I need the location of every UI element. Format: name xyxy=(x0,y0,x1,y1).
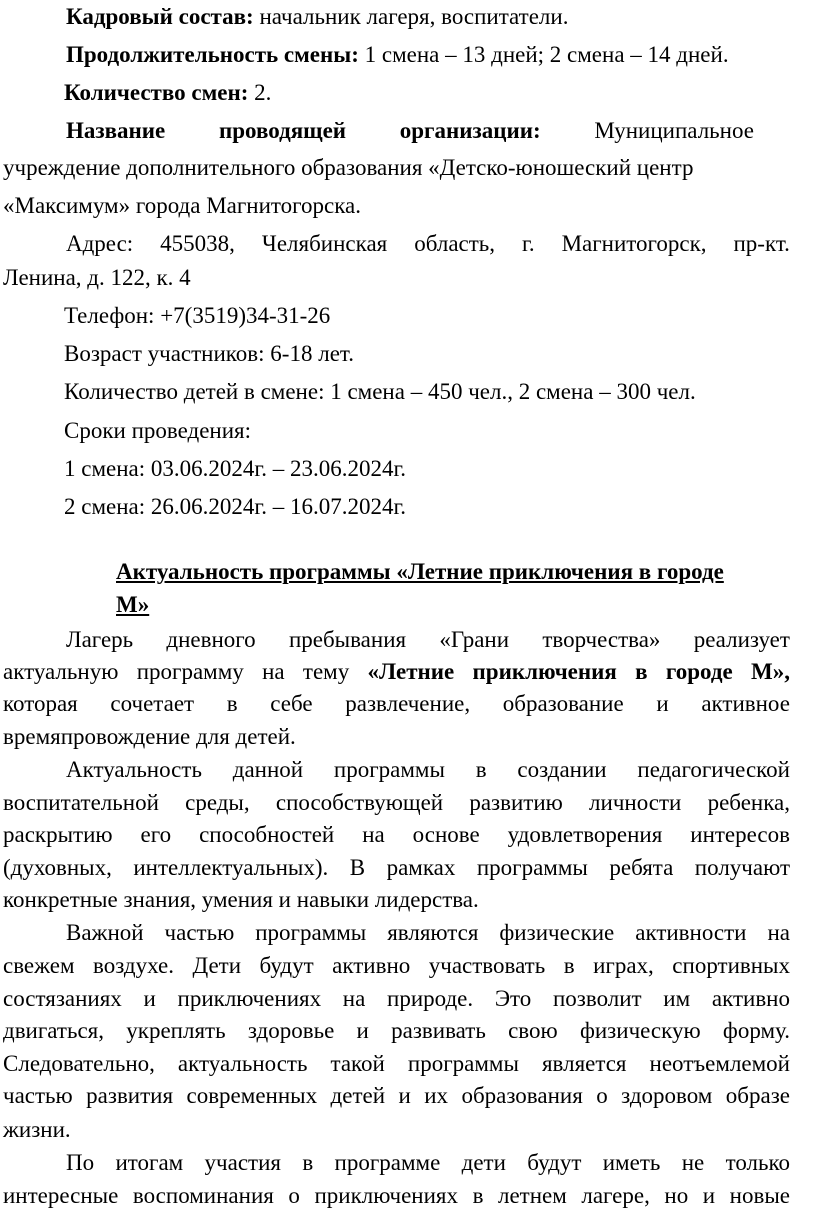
p3-line-2: свежем воздухе. Дети будут активно участвовать в играх, спортивных xyxy=(3,953,790,978)
org-label-2: проводящей xyxy=(219,118,347,143)
p1-word: себе xyxy=(270,691,313,716)
dates-label: Сроки проведения: xyxy=(64,418,252,443)
p1-word: сочетает xyxy=(110,691,195,716)
p3-line-1: Важной частью программы являются физические активности на xyxy=(66,920,790,945)
duration-value: 1 смена – 13 дней; 2 смена – 14 дней. xyxy=(358,42,729,67)
p3-line-3: состязаниях и приключениях на природе. Это позволит им активно xyxy=(3,986,790,1011)
p1-line-2 xyxy=(3,659,790,685)
p4-line-1: По итогам участия в программе дети будут иметь не только xyxy=(66,1150,790,1175)
shift-2-dates: 2 смена: 26.06.2024г. – 16.07.2024г. xyxy=(64,494,407,519)
p1-word: развлечение, xyxy=(345,691,471,716)
org-line-2: учреждение дополнительного образования «Детско-юношеский центр xyxy=(3,155,694,180)
duration-line xyxy=(66,42,729,68)
section-title-line-1: Актуальность программы «Летние приключения в городе xyxy=(116,559,724,584)
count-label: Количество смен: xyxy=(64,80,249,105)
org-line-1 xyxy=(66,118,754,144)
staff-line xyxy=(66,4,568,30)
children-line: Количество детей в смене: 1 смена – 450 чел., 2 смена – 300 чел. xyxy=(64,379,696,404)
staff-value: начальник лагеря, воспитатели. xyxy=(253,4,569,29)
p1-word: реализует xyxy=(693,627,790,652)
p1-word: которая xyxy=(3,691,78,716)
p2-line-4: (духовных, интеллектуальных). В рамках программы ребята получают xyxy=(3,855,790,880)
org-label-1: Название xyxy=(66,118,166,143)
p2-line-2: воспитательной среды, способствующей развитию личности ребенка, xyxy=(3,790,790,815)
p3-line-4: двигаться, укреплять здоровье и развивать свою физическую форму. xyxy=(3,1018,790,1043)
p1-line-2-text: актуальную программу на тему xyxy=(3,659,368,684)
address-word: Челябинская xyxy=(261,231,388,256)
org-label-3: организации: xyxy=(399,118,541,143)
address-line-1 xyxy=(66,231,790,257)
p1-word: пребывания xyxy=(288,627,407,652)
p3-line-6: частью развития современных детей и их образования о здоровом образе xyxy=(3,1083,790,1108)
address-word: Адрес: xyxy=(66,231,134,256)
p2-line-3: раскрытию его способностей на основе удовлетворения интересов xyxy=(3,822,790,847)
duration-label: Продолжительность смены: xyxy=(66,42,359,67)
p1-line-4: времяпровождение для детей. xyxy=(3,724,296,749)
staff-label: Кадровый состав: xyxy=(66,4,254,29)
count-line xyxy=(64,80,271,106)
org-line-3: «Максимум» города Магнитогорска. xyxy=(3,193,362,218)
p3-line-5: Следовательно, актуальность такой программы является неотъемлемой xyxy=(3,1051,790,1076)
section-title-line-2: М» xyxy=(116,592,150,617)
address-word: пр-кт. xyxy=(733,231,790,256)
p2-line-1: Актуальность данной программы в создании педагогической xyxy=(66,757,790,782)
p1-word: Лагерь xyxy=(66,627,134,652)
count-value: 2. xyxy=(248,80,272,105)
p3-line-7: жизни. xyxy=(3,1117,71,1142)
phone-line: Телефон: +7(3519)34-31-26 xyxy=(64,303,331,328)
p1-line-3 xyxy=(3,691,790,717)
p1-line-1 xyxy=(66,627,790,653)
address-word: Магнитогорск, xyxy=(561,231,707,256)
shift-1-dates: 1 смена: 03.06.2024г. – 23.06.2024г. xyxy=(64,456,407,481)
p4-line-2: интересные воспоминания о приключениях в летнем лагере, но и новые xyxy=(3,1183,790,1208)
p1-word: дневного xyxy=(166,627,256,652)
address-line-2: Ленина, д. 122, к. 4 xyxy=(3,265,191,290)
p1-word: творчества» xyxy=(542,627,661,652)
p1-word: образование xyxy=(502,691,624,716)
p2-line-5: конкретные знания, умения и навыки лидерства. xyxy=(3,887,479,912)
age-line: Возраст участников: 6-18 лет. xyxy=(64,341,354,366)
p1-word: активное xyxy=(701,691,790,716)
p1-word: и xyxy=(656,691,669,716)
p1-word: «Грани xyxy=(439,627,510,652)
address-word: г. xyxy=(522,231,535,256)
address-word: область, xyxy=(414,231,496,256)
org-value-1: Муниципальное xyxy=(594,118,754,143)
p1-word: в xyxy=(226,691,238,716)
address-word: 455038, xyxy=(160,231,235,256)
p1-program-name: «Летние приключения в городе М», xyxy=(367,659,790,684)
